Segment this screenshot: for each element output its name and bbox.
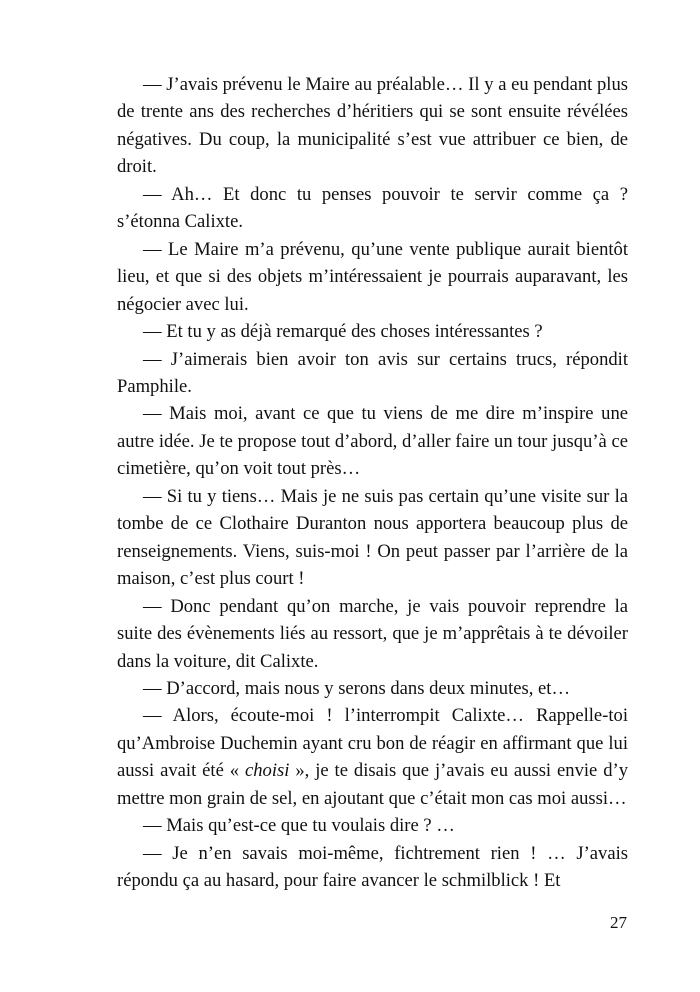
text-span: — Mais qu’est-ce que tu voulais dire ? … — [143, 815, 455, 837]
paragraph — [117, 483, 628, 593]
text-span: — J’aimerais bien avoir ton avis sur certains trucs, répondit Pamphile. — [117, 348, 628, 397]
page-number: 27 — [610, 913, 627, 932]
text-span: — Et tu y as déjà remarqué des choses intéressantes ? — [143, 321, 543, 343]
body-text — [117, 71, 628, 895]
paragraph — [117, 346, 628, 401]
text-span: — Le Maire m’a prévenu, qu’une vente publique aurait bientôt lieu, et que si des objets m’intéressaient je pourrais auparavant, les négocier avec lui. — [117, 238, 628, 315]
paragraph — [117, 812, 628, 839]
text-span: », je te disais que j’avais eu aussi envie d’y mettre mon grain de sel, en ajoutant que c’était mon cas moi aussi… — [117, 760, 628, 809]
paragraph — [117, 318, 628, 345]
paragraph — [117, 840, 628, 895]
paragraph — [117, 593, 628, 675]
italic-word: choisi — [245, 760, 290, 782]
paragraph — [117, 181, 628, 236]
paragraph — [117, 702, 628, 812]
text-span: — D’accord, mais nous y serons dans deux minutes, et… — [143, 677, 571, 699]
text-span: — Ah… Et donc tu penses pouvoir te servir comme ça ? s’étonna Calixte. — [117, 183, 628, 233]
paragraph — [117, 675, 628, 702]
text-span: — Donc pendant qu’on marche, je vais pouvoir reprendre la suite des évènements liés au ressort, que je m’apprêtais à te dévoiler dans la voiture, dit Calixte. — [117, 595, 628, 672]
paragraph — [117, 236, 628, 318]
text-span: — J’avais prévenu le Maire au préalable… Il y a eu pendant plus de trente ans des recherches d’héritiers qui se sont ensuite révélées négatives. Du coup, la municipalité s’est vue attribuer ce bien, de droit. — [117, 74, 628, 178]
text-span: — Mais moi, avant ce que tu viens de me dire m’inspire une autre idée. Je te propose tout d’abord, d’aller faire un tour jusqu’à ce cimetière, qu’on voit tout près… — [117, 403, 628, 480]
text-span: — Alors, écoute-moi ! l’interrompit Calixte… Rappelle-toi qu’Ambroise Duchemin ayant cru bon de réagir en affirmant que lui aussi avait été « — [117, 705, 628, 782]
text-span: — Je n’en savais moi-même, fichtrement rien ! … J’avais répondu ça au hasard, pour faire avancer le schmilblick ! Et — [117, 842, 628, 892]
text-span: — Si tu y tiens… Mais je ne suis pas certain qu’une visite sur la tombe de ce Clothaire Duranton nous apportera beaucoup plus de renseignements. Viens, suis-moi ! On peut passer par l’arrière de la maison, c’est plus court ! — [117, 485, 628, 590]
paragraph — [117, 400, 628, 482]
paragraph — [117, 71, 628, 181]
